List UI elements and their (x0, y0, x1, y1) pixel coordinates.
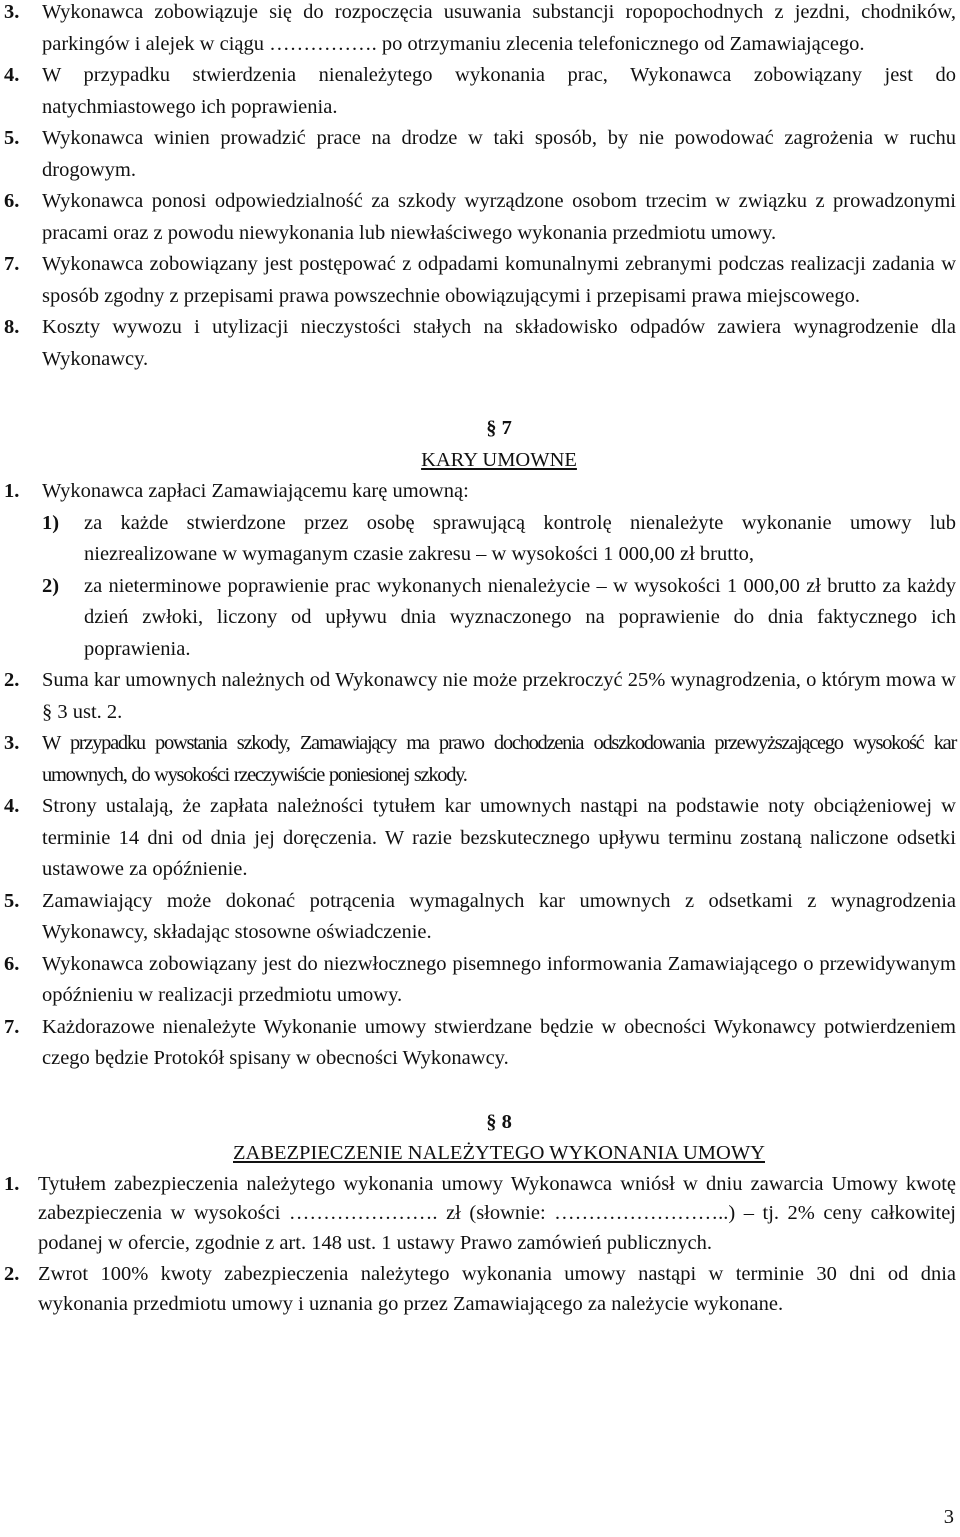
subitem-text: za każde stwierdzone przez osobę sprawującą kontrolę nienależyte wykonanie umowy lub niezrealizowane w wymaganym czasie zakresu – w wysokości 1 000,00 zł brutto, (84, 511, 956, 565)
section-symbol: § 7 (486, 417, 512, 439)
clause-number: 4. (4, 64, 20, 86)
penalty-clause-2 (4, 665, 956, 728)
clause-text: Tytułem zabezpieczenia należytego wykonania umowy Wykonawca wniósł w dniu zawarcia Umowy kwotę zabezpieczenia w wysokości …………………. zł (słownie: ……………………..) – tj. 2% ceny całkowitej podanej w ofercie, zgodnie z art. 148 ust. 1 ustawy Prawo zamówień publicznych. (38, 1172, 956, 1254)
clause-text: Strony ustalają, że zapłata należności tytułem kar umownych nastąpi na podstawie noty obciążeniowej w terminie 14 dni od dnia jej doręczenia. W razie bezskutecznego upływu terminu zostaną naliczone odsetki ustawowe za opóźnienie. (42, 795, 956, 880)
section-title: ZABEZPIECZENIE NALEŻYTEGO WYKONANIA UMOWY (233, 1142, 765, 1164)
clause-number: 1. (4, 480, 20, 502)
clause-text: Wykonawca zobowiązany jest do niezwłocznego pisemnego informowania Zamawiającego o przewidywanym opóźnieniu w realizacji przedmiotu umowy. (42, 952, 956, 1006)
clause-number: 1. (4, 1172, 20, 1195)
penalty-clause-3 (4, 728, 956, 791)
section-7-heading (42, 413, 956, 476)
guarantee-clause-2 (4, 1260, 956, 1319)
penalty-subitem-1 (42, 508, 956, 571)
clause-text: Wykonawca zobowiązuje się do rozpoczęcia usuwania substancji ropopochodnych z jezdni, chodników, parkingów i alejek w ciągu ……………. po otrzymaniu zlecenia telefonicznego od Zamawiającego. (42, 1, 956, 55)
clause-7 (4, 249, 956, 312)
page-number: 3 (943, 1505, 954, 1528)
clause-3 (4, 0, 956, 60)
subitem-number: 1) (42, 511, 60, 534)
clause-6 (4, 186, 956, 249)
section-symbol: § 8 (486, 1110, 512, 1133)
clause-number: 7. (4, 253, 20, 275)
clause-text: Zwrot 100% kwoty zabezpieczenia należytego wykonania umowy nastąpi w terminie 30 dni od dnia wykonania przedmiotu umowy i uznania go przez Zamawiającego za należycie wykonane. (38, 1263, 956, 1315)
clause-number: 6. (4, 952, 20, 975)
clause-8 (4, 312, 956, 375)
clause-text: Wykonawca zapłaci Zamawiającemu karę umowną: (42, 480, 469, 502)
penalty-clause-6 (4, 949, 956, 1012)
penalty-clause-4 (4, 791, 956, 886)
clause-number: 5. (4, 889, 20, 912)
subitem-text: za nieterminowe poprawienie prac wykonanych nienależycie – w wysokości 1 000,00 zł brutto za każdy dzień zwłoki, liczony od upływu dnia wyznaczonego na poprawienie do dnia faktycznego ich poprawienia. (84, 574, 956, 660)
clause-number: 6. (4, 190, 20, 212)
section-8-heading (42, 1107, 956, 1170)
clause-number: 7. (4, 1015, 20, 1038)
clause-text: Wykonawca winien prowadzić prace na drodze w taki sposób, by nie powodować zagrożenia w ruchu drogowym. (42, 127, 956, 181)
guarantee-clause-1 (4, 1170, 956, 1259)
clause-text: Zamawiający może dokonać potrącenia wymagalnych kar umownych z odsetkami z wynagrodzenia Wykonawcy, składając stosowne oświadczenie. (42, 889, 956, 943)
clause-text: Koszty wywozu i utylizacji nieczystości stałych na składowisko odpadów zawiera wynagrodzenie dla Wykonawcy. (42, 316, 956, 370)
section-title: KARY UMOWNE (421, 448, 577, 471)
subitem-number: 2) (42, 574, 60, 597)
clause-text: Każdorazowe nienależyte Wykonanie umowy stwierdzane będzie w obecności Wykonawcy potwierdzeniem czego będzie Protokół spisany w obecności Wykonawcy. (42, 1015, 956, 1069)
spacer (4, 375, 956, 413)
penalty-subitem-2 (42, 571, 956, 666)
clause-number: 3. (4, 732, 20, 754)
clause-number: 2. (4, 1263, 20, 1285)
penalty-clause-1 (4, 476, 956, 508)
clause-text: Wykonawca zobowiązany jest postępować z odpadami komunalnymi zebranymi podczas realizacji zadania w sposób zgodny z przepisami prawa powszechnie obowiązującymi i przepisami prawa miejscowego. (42, 253, 956, 307)
clause-number: 4. (4, 795, 20, 817)
clause-number: 5. (4, 127, 20, 149)
penalty-clause-7 (4, 1012, 956, 1075)
clause-text: Wykonawca ponosi odpowiedzialność za szkody wyrządzone osobom trzecim w związku z prowadzonymi pracami oraz z powodu niewykonania lub niewłaściwego wykonania przedmiotu umowy. (42, 190, 956, 244)
clause-text: Suma kar umownych należnych od Wykonawcy nie może przekroczyć 25% wynagrodzenia, o którym mowa w § 3 ust. 2. (42, 669, 956, 723)
clause-number: 2. (4, 669, 20, 691)
clause-5 (4, 123, 956, 186)
clause-4 (4, 60, 956, 123)
clause-number: 3. (4, 1, 20, 23)
clause-text: W przypadku powstania szkody, Zamawiający ma prawo dochodzenia odszkodowania przewyższającego wysokość kar umownych, do wysokości rzeczywiście poniesionej szkody. (42, 732, 956, 786)
clause-text: W przypadku stwierdzenia nienależytego wykonania prac, Wykonawca zobowiązany jest do natychmiastowego ich poprawienia. (42, 64, 956, 118)
penalty-clause-5 (4, 886, 956, 949)
spacer (4, 1075, 956, 1107)
document-page (4, 0, 956, 1319)
clause-number: 8. (4, 316, 20, 338)
